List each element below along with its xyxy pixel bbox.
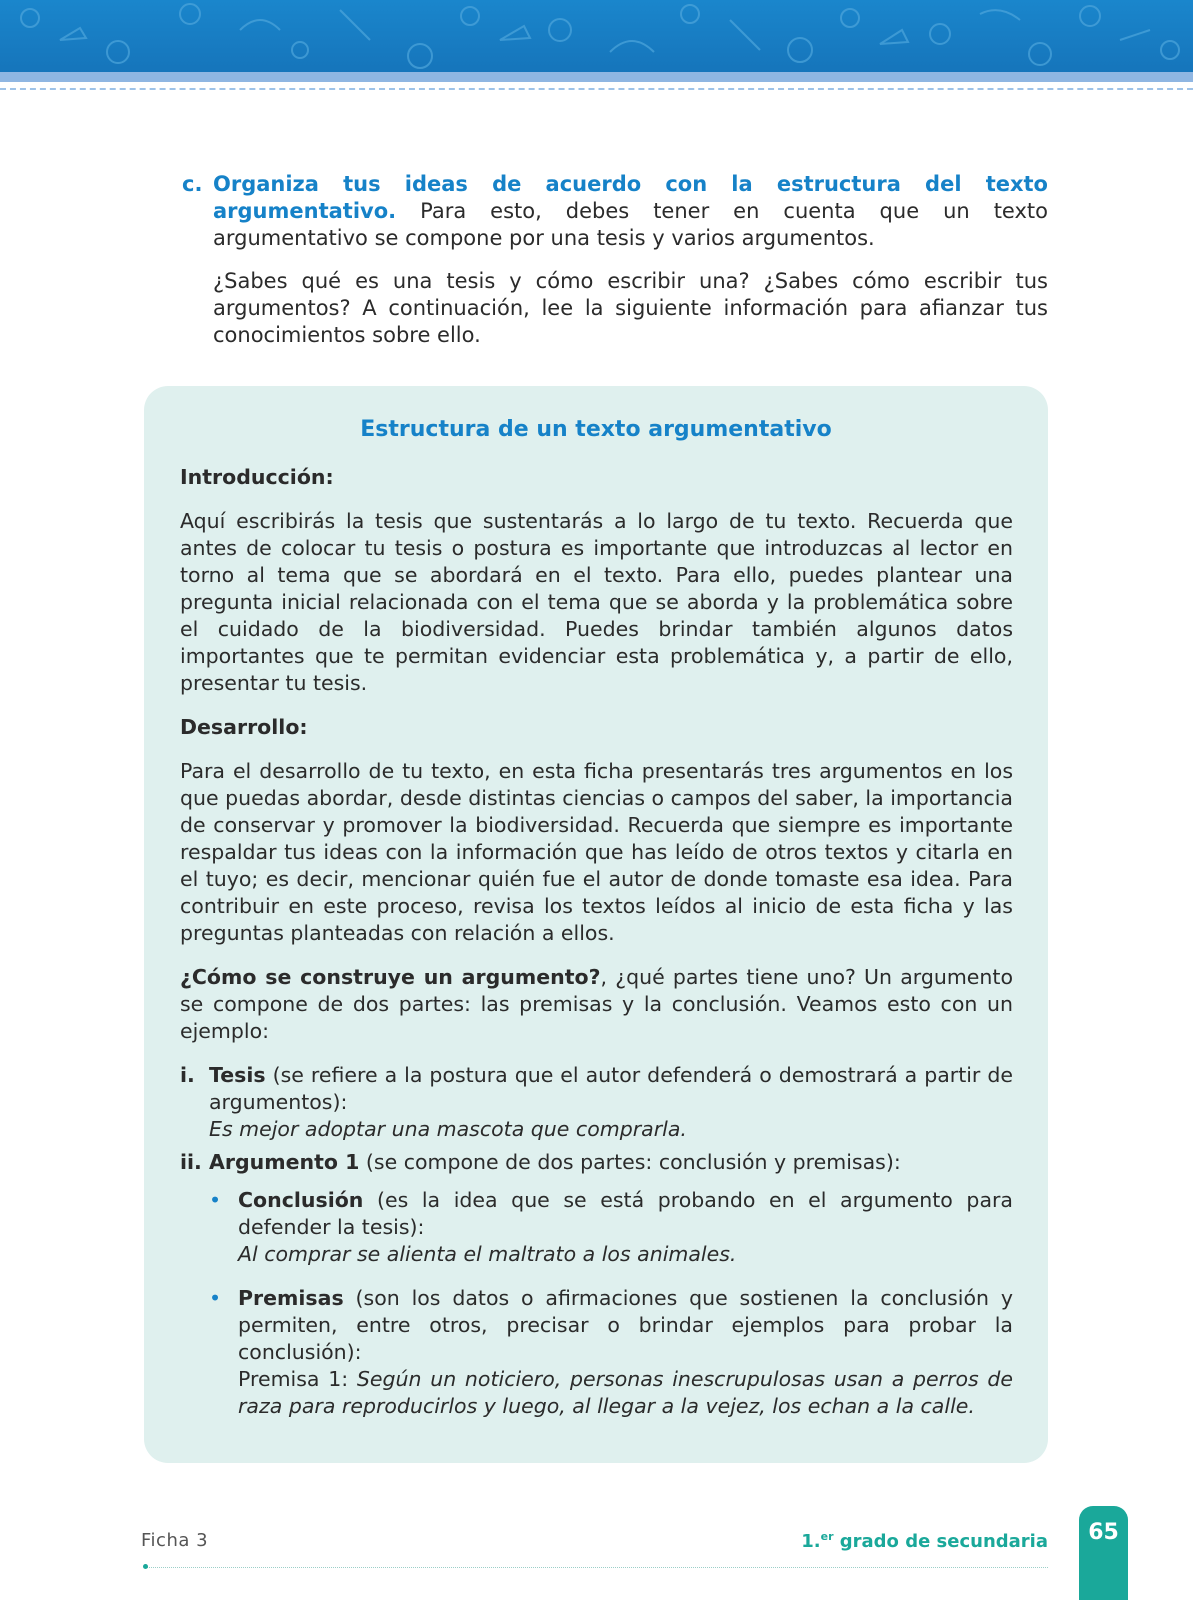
premisa-1-label: Premisa 1: bbox=[238, 1367, 357, 1391]
argumento-question: ¿Cómo se construye un argumento? bbox=[180, 965, 601, 989]
page-number-tab bbox=[1079, 1506, 1128, 1600]
conclusion-description: (es la idea que se está probando en el argumento para defender la tesis): bbox=[238, 1188, 1013, 1239]
list-item-argumento bbox=[180, 1149, 1013, 1176]
page-number: 65 bbox=[1088, 1520, 1119, 1545]
section-c-heading: Organiza tus ideas de acuerdo con la estructura del texto argumentativo. bbox=[213, 172, 1048, 223]
list-item-tesis bbox=[180, 1062, 1013, 1116]
premisa-1 bbox=[180, 1366, 1013, 1420]
grade-superscript: er bbox=[820, 1530, 834, 1543]
section-c bbox=[182, 171, 1048, 349]
grade-suffix: grado de secundaria bbox=[833, 1531, 1048, 1552]
section-c-paragraph-1 bbox=[213, 171, 1048, 252]
bullet-icon: • bbox=[209, 1286, 222, 1310]
list-number: i. bbox=[180, 1063, 195, 1087]
footer-dot bbox=[143, 1564, 148, 1569]
introduccion-text: Aquí escribirás la tesis que sustentarás a lo largo de tu texto. Recuerda que antes de colocar tu tesis o postura es importante que introduzcas al lector en torno al tema que se abordará en el texto. Para ello, puedes plantear una pregunta inicial relacionada con el tema que se aborda y la problemática sobre el cuidado de la biodiversidad. Puedes brindar también algunos datos importantes que te permitan evidenciar esta problemática y, a partir de ello, presentar tu tesis. bbox=[180, 509, 1013, 695]
footer-dotted-line bbox=[146, 1567, 1048, 1568]
argumento-description: (se compone de dos partes: conclusión y premisas): bbox=[359, 1150, 901, 1174]
item-marker: c. bbox=[182, 172, 203, 196]
desarrollo-text: Para el desarrollo de tu texto, en esta ficha presentarás tres argumentos en los que puedas abordar, desde distintas ciencias o campos del saber, la importancia de conservar y promover la biodiversidad. Recuerda que siempre es importante respaldar tus ideas con la información que has leído de otros textos y citarla en el tuyo; es decir, mencionar quién fue el autor de donde tomaste esa idea. Para contribuir en este proceso, revisa los textos leídos al inicio de esta ficha y las preguntas planteadas con relación a ellos. bbox=[180, 759, 1013, 945]
tesis-label: Tesis bbox=[209, 1063, 266, 1087]
section-c-text-2: ¿Sabes qué es una tesis y cómo escribir una? ¿Sabes cómo escribir tus argumentos? A continuación, lee la siguiente información para afianzar tus conocimientos sobre ello. bbox=[213, 269, 1048, 347]
doodle-pattern bbox=[0, 0, 1193, 72]
conclusion-example: Al comprar se alienta el maltrato a los animales. bbox=[238, 1242, 737, 1266]
argumento-paragraph bbox=[180, 964, 1013, 1045]
premisas-label: Premisas bbox=[238, 1286, 344, 1310]
top-banner bbox=[0, 0, 1193, 72]
premisas-description: (son los datos o afirmaciones que sostienen la conclusión y permiten, entre otros, precisar o brindar ejemplos para probar la conclusión): bbox=[238, 1286, 1013, 1364]
argumento-text: , ¿qué partes tiene uno? Un argumento se compone de dos partes: las premisas y la conclusión. Veamos esto con un ejemplo: bbox=[180, 965, 1013, 1043]
argumento-label: Argumento 1 bbox=[209, 1150, 360, 1174]
bullet-icon: • bbox=[209, 1188, 222, 1212]
introduccion-heading: Introducción: bbox=[180, 465, 334, 489]
tesis-description: (se refiere a la postura que el autor defenderá o demostrará a partir de argumentos): bbox=[209, 1063, 1013, 1114]
footer-ficha-label: Ficha 3 bbox=[141, 1530, 209, 1551]
list-number: ii. bbox=[180, 1150, 202, 1174]
box-content bbox=[180, 464, 1013, 1420]
bullet-conclusion bbox=[180, 1187, 1013, 1241]
box-title: Estructura de un texto argumentativo bbox=[360, 417, 832, 442]
footer-grade-label bbox=[801, 1530, 1048, 1552]
premisa-1-text: Según un noticiero, personas inescrupulosas usan a perros de raza para reproducirlos y luego, al llegar a la vejez, los echan a la calle. bbox=[238, 1367, 1014, 1418]
info-box bbox=[144, 386, 1048, 1463]
section-c-text-1: Para esto, debes tener en cuenta que un texto argumentativo se compone por una tesis y varios argumentos. bbox=[213, 199, 1048, 250]
tesis-example: Es mejor adoptar una mascota que comprarla. bbox=[209, 1117, 687, 1141]
dashed-divider bbox=[0, 88, 1193, 90]
bullet-premisas bbox=[180, 1285, 1013, 1366]
grade-prefix: 1. bbox=[801, 1531, 821, 1552]
desarrollo-heading: Desarrollo: bbox=[180, 715, 308, 739]
banner-stripe bbox=[0, 72, 1193, 82]
conclusion-label: Conclusión bbox=[238, 1188, 364, 1212]
